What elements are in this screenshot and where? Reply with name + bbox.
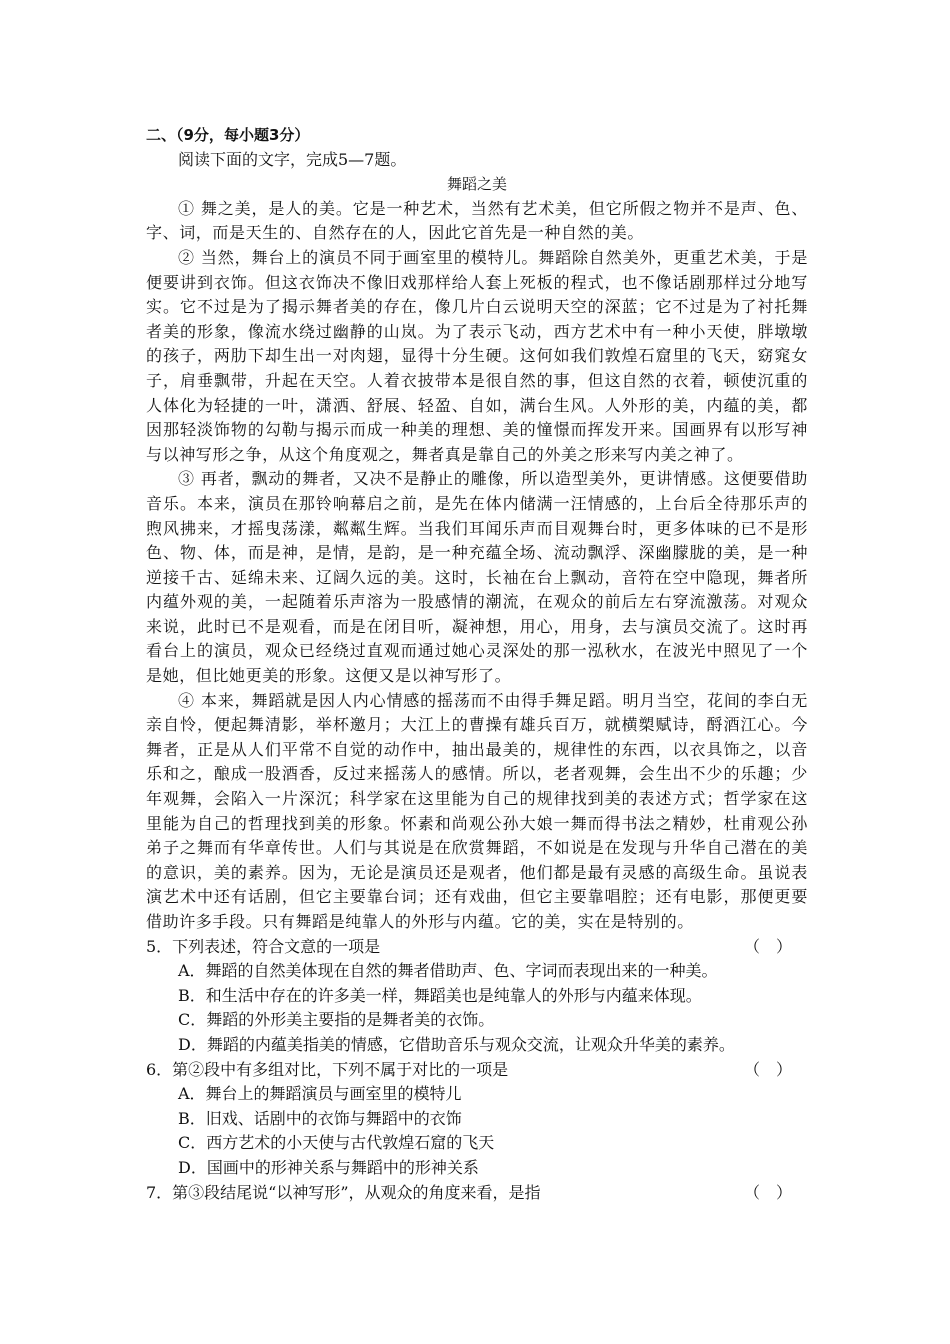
- paragraph-line: 亲自怜，便起舞清影，举杯邀月；大江上的曹操有雄兵百万，就横槊赋诗，酹酒江心。今: [146, 715, 808, 735]
- paragraph-line: 借助许多手段。只有舞蹈是纯靠人的外形与内蕴。它的美，实在是特别的。: [146, 912, 694, 931]
- question-stem: 7．第③段结尾说“以神写形”，从观众的角度来看，是指: [146, 1182, 541, 1202]
- paragraph-line: 内蕴外观的美，一起随着乐声溶为一股感情的潮流，在观众的前后左右穿流激荡。对观众: [146, 592, 808, 612]
- section-heading: 二、（9分，每小题3分）: [146, 126, 310, 144]
- article-title: 舞蹈之美: [446, 175, 507, 194]
- paragraph-line: 因那轻淡饰物的勾勒与揭示而成一种美的理想、美的憧憬而挥发开来。国画界有以形写神: [146, 420, 808, 440]
- reading-instruction: 阅读下面的文字，完成5—7题。: [178, 149, 407, 169]
- article-paragraph: [146, 197, 808, 246]
- answer-option: C．舞蹈的外形美主要指的是舞者美的衣饰。: [178, 1010, 495, 1030]
- paragraph-line: 者美的形象，像流水绕过幽静的山岚。为了表示飞动，西方艺术中有一种小天使，胖墩墩: [146, 321, 808, 341]
- question-stem: 5．下列表述，符合文意的一项是: [146, 936, 381, 956]
- answer-option: D．国画中的形神关系与舞蹈中的形神关系: [178, 1157, 479, 1177]
- answer-option: B．旧戏、话剧中的衣饰与舞蹈中的衣饰: [178, 1108, 462, 1128]
- exam-page: [146, 123, 808, 1205]
- question-stem-row: [146, 1058, 808, 1083]
- answer-option: A．舞台上的舞蹈演员与画室里的模特儿: [178, 1084, 462, 1104]
- paragraph-line: 是她，但比她更美的形象。这便又是以神写形了。: [146, 666, 512, 686]
- paragraph-line: 与以神写形之争，从这个角度观之，舞者真是靠自己的外美之形来写内美之神了。: [146, 444, 744, 464]
- paragraph-line: 音乐。本来，演员在那铃响幕启之前，是先在体内储满一汪情感的，上台后全待那乐声的: [146, 493, 808, 513]
- paragraph-line: 实。它不过是为了揭示舞者美的存在，像几片白云说明天空的深蓝；它不过是为了衬托舞: [146, 297, 808, 317]
- answer-blank: （ ）: [743, 936, 792, 956]
- paragraph-line: 逆接千古、延绵未来、辽阔久远的美。这时，长袖在台上飘动，音符在空中隐现，舞者所: [146, 567, 808, 587]
- paragraph-line: 演艺术中还有话剧，但它主要靠台词；还有戏曲，但它主要靠唱腔；还有电影，那便更要: [146, 887, 808, 907]
- paragraph-line: 乐和之，酿成一股酒香，反过来摇荡人的感情。所以，老者观舞，会生出不少的乐趣；少: [146, 764, 808, 784]
- answer-option: B．和生活中存在的许多美一样，舞蹈美也是纯靠人的外形与内蕴来体现。: [178, 985, 702, 1005]
- paragraph-line: 里能为自己的哲理找到美的形象。怀素和尚观公孙大娘一舞而得书法之精妙，杜甫观公孙: [146, 813, 808, 833]
- paragraph-line: 的孩子，两肋下却生出一对肉翅，显得十分生硬。这何如我们敦煌石窟里的飞天，窈窕女: [146, 346, 808, 366]
- question-stem: 6．第②段中有多组对比，下列不属于对比的一项是: [146, 1059, 509, 1079]
- paragraph-line: 字、词，而是天生的、自然存在的人，因此它首先是一种自然的美。: [146, 223, 645, 243]
- article-paragraph: [146, 246, 808, 467]
- question-stem-row: [146, 1181, 808, 1206]
- paragraph-line: 便要讲到衣饰。但这衣饰决不像旧戏那样给人套上死板的程式，也不像话剧那样过分地写: [146, 272, 808, 292]
- article-body: [146, 197, 808, 935]
- answer-blank: （ ）: [743, 1182, 792, 1202]
- paragraph-line: ③ 再者，飘动的舞者，又决不是静止的雕像，所以造型美外，更讲情感。这便要借助: [178, 469, 808, 489]
- paragraph-line: 舞者，正是从人们平常不自觉的动作中，抽出最美的，规律性的东西，以衣具饰之，以音: [146, 739, 808, 759]
- questions-block: [146, 935, 808, 1206]
- article-paragraph: [146, 689, 808, 935]
- question-stem-row: [146, 935, 808, 960]
- paragraph-line: 人体化为轻捷的一叶，潇洒、舒展、轻盈、自如，满台生风。人外形的美，内蕴的美，都: [146, 395, 808, 415]
- article-paragraph: [146, 467, 808, 688]
- paragraph-line: 弟子之舞而有华章传世。人们与其说是在欣赏舞蹈，不如说是在发现与升华自己潜在的美: [146, 838, 808, 858]
- paragraph-line: ① 舞之美，是人的美。它是一种艺术，当然有艺术美，但它所假之物并不是声、色、: [178, 198, 808, 218]
- paragraph-line: 来说，此时已不是观看，而是在闭目听，凝神想，用心，用身，去与演员交流了。这时再: [146, 616, 808, 636]
- paragraph-line: ② 当然，舞台上的演员不同于画室里的模特儿。舞蹈除自然美外，更重艺术美，于是: [178, 247, 808, 267]
- paragraph-line: ④ 本来，舞蹈就是因人内心情感的摇荡而不由得手舞足蹈。明月当空，花间的李白无: [178, 690, 808, 710]
- answer-option: A．舞蹈的自然美体现在自然的舞者借助声、色、字词而表现出来的一种美。: [178, 961, 718, 981]
- paragraph-line: 的意识，美的素养。因为，无论是演员还是观者，他们都是最有灵感的高级生命。虽说表: [146, 862, 808, 882]
- answer-blank: （ ）: [743, 1059, 792, 1079]
- answer-option: C．西方艺术的小天使与古代敦煌石窟的飞天: [178, 1133, 495, 1153]
- paragraph-line: 子，肩垂飘带，升起在天空。人着衣披带本是很自然的事，但这自然的衣着，顿使沉重的: [146, 370, 808, 390]
- answer-option: D．舞蹈的内蕴美指美的情感，它借助音乐与观众交流，让观众升华美的素养。: [178, 1034, 735, 1054]
- paragraph-line: 色、物、体，而是神，是情，是韵，是一种充蕴全场、流动飘浮、深幽朦胧的美，是一种: [146, 543, 808, 563]
- paragraph-line: 年观舞，会陷入一片深沉；科学家在这里能为自己的规律找到美的表述方式；哲学家在这: [146, 789, 808, 809]
- paragraph-line: 煦风拂来，才摇曳荡漾，粼粼生辉。当我们耳闻乐声而目观舞台时，更多体味的已不是形: [146, 518, 808, 538]
- paragraph-line: 看台上的演员，观众已经绕过直观而通过她心灵深处的那一泓秋水，在波光中照见了一个: [146, 641, 808, 661]
